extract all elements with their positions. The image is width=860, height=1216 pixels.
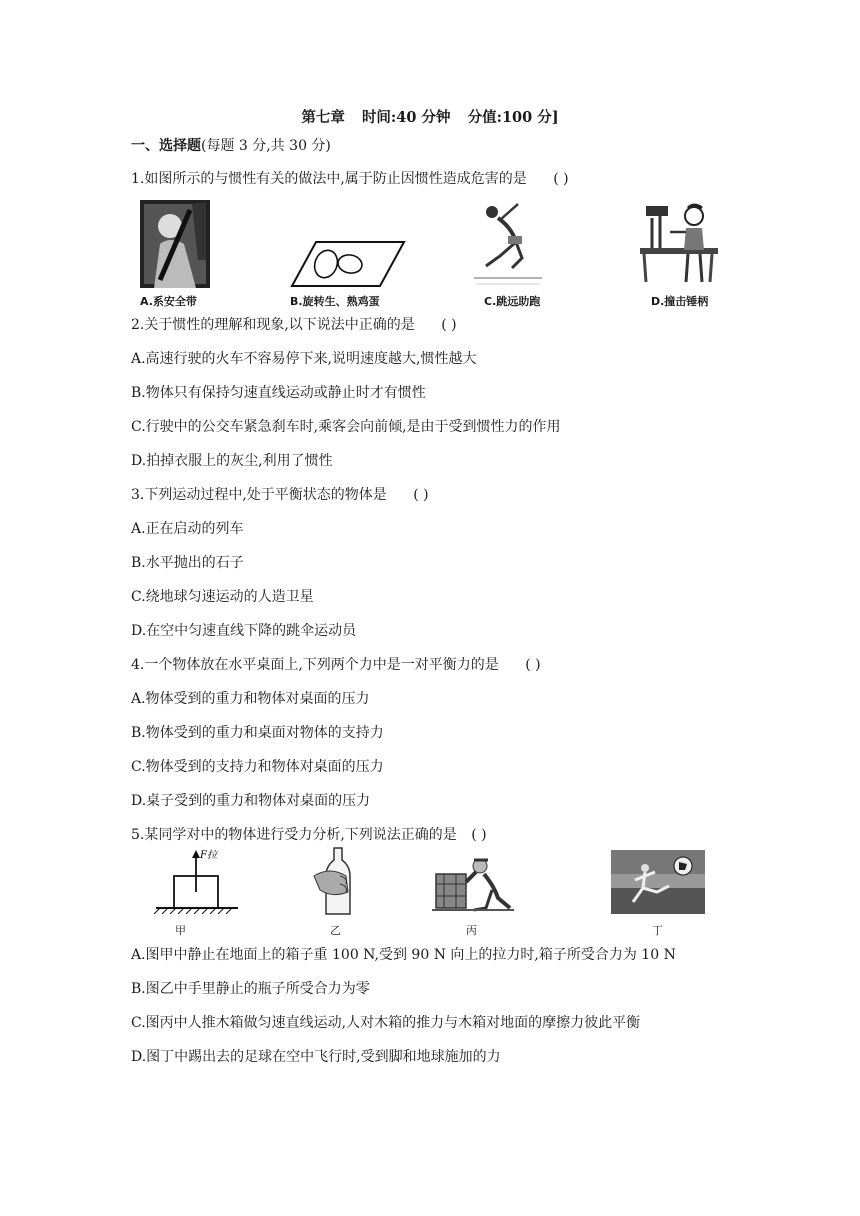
- q3-option-b: B.水平抛出的石子: [131, 555, 244, 571]
- question-3: [131, 486, 429, 504]
- q5-caption-bing: 丙: [466, 924, 477, 937]
- q5-option-a: A.图甲中静止在地面上的箱子重 100 N,受到 90 N 向上的拉力时,箱子所受合力为 10 N: [131, 947, 676, 963]
- box-pull-diagram: [150, 848, 242, 914]
- q5-caption-ding: 丁: [652, 924, 663, 937]
- bottle-in-hand: [312, 846, 358, 916]
- q4-option-c: C.物体受到的支持力和物体对桌面的压力: [131, 759, 384, 775]
- force-label: F拉: [200, 850, 217, 861]
- section-heading: [131, 135, 331, 155]
- q1-caption-c: C.跳远助跑: [484, 295, 541, 308]
- seatbelt-photo: [140, 200, 210, 288]
- q1-caption-a: A.系安全带: [140, 295, 197, 308]
- question-1-stem: 1.如图所示的与惯性有关的做法中,属于防止因惯性造成危害的是: [131, 171, 527, 187]
- answer-bracket: ( ): [525, 657, 541, 673]
- q5-caption-jia: 甲: [175, 924, 186, 937]
- q5-option-b: B.图乙中手里静止的瓶子所受合力为零: [131, 981, 370, 997]
- answer-bracket: ( ): [471, 827, 487, 843]
- q3-option-c: C.绕地球匀速运动的人造卫星: [131, 589, 314, 605]
- answer-bracket: ( ): [441, 317, 457, 333]
- answer-bracket: ( ): [413, 487, 429, 503]
- question-4-stem: 4.一个物体放在水平桌面上,下列两个力中是一对平衡力的是: [131, 657, 499, 673]
- hammer-figure: [638, 198, 720, 288]
- section-note: (每题 3 分,共 30 分): [201, 138, 331, 154]
- long-jump-figure: [472, 196, 544, 288]
- q3-option-d: D.在空中匀速直线下降的跳伞运动员: [131, 623, 357, 639]
- push-crate-figure: [432, 850, 514, 914]
- q2-option-b: B.物体只有保持匀速直线运动或静止时才有惯性: [131, 385, 426, 401]
- question-5: [131, 826, 487, 844]
- question-4: [131, 656, 541, 674]
- q4-option-d: D.桌子受到的重力和物体对桌面的压力: [131, 793, 371, 809]
- question-2: [131, 316, 457, 334]
- q3-option-a: A.正在启动的列车: [131, 521, 244, 537]
- question-5-stem: 5.某同学对中的物体进行受力分析,下列说法正确的是: [131, 827, 457, 843]
- q4-option-a: A.物体受到的重力和物体对桌面的压力: [131, 691, 370, 707]
- q1-caption-b: B.旋转生、熟鸡蛋: [290, 295, 380, 308]
- chapter-label: 第七章: [301, 109, 345, 126]
- q2-option-a: A.高速行驶的火车不容易停下来,说明速度越大,惯性越大: [131, 351, 477, 367]
- q5-option-c: C.图丙中人推木箱做匀速直线运动,人对木箱的推力与木箱对地面的摩擦力彼此平衡: [131, 1015, 641, 1031]
- q5-caption-yi: 乙: [330, 924, 341, 937]
- question-3-stem: 3.下列运动过程中,处于平衡状态的物体是: [131, 487, 387, 503]
- page-title: [0, 106, 860, 127]
- q5-option-d: D.图丁中踢出去的足球在空中飞行时,受到脚和地球施加的力: [131, 1049, 501, 1065]
- football-photo: [611, 850, 705, 914]
- answer-bracket: ( ): [553, 171, 569, 187]
- question-2-stem: 2.关于惯性的理解和现象,以下说法中正确的是: [131, 317, 415, 333]
- question-1: [131, 170, 569, 188]
- score-label: 分值:100 分]: [467, 109, 559, 126]
- section-title: 一、选择题: [131, 138, 201, 154]
- q1-caption-d: D.撞击锤柄: [651, 295, 709, 308]
- q2-option-c: C.行驶中的公交车紧急刹车时,乘客会向前倾,是由于受到惯性力的作用: [131, 419, 561, 435]
- q2-option-d: D.拍掉衣服上的灰尘,利用了惯性: [131, 453, 333, 469]
- q4-option-b: B.物体受到的重力和桌面对物体的支持力: [131, 725, 384, 741]
- time-label: 时间:40 分钟: [361, 109, 451, 126]
- eggs-diagram: [290, 238, 406, 290]
